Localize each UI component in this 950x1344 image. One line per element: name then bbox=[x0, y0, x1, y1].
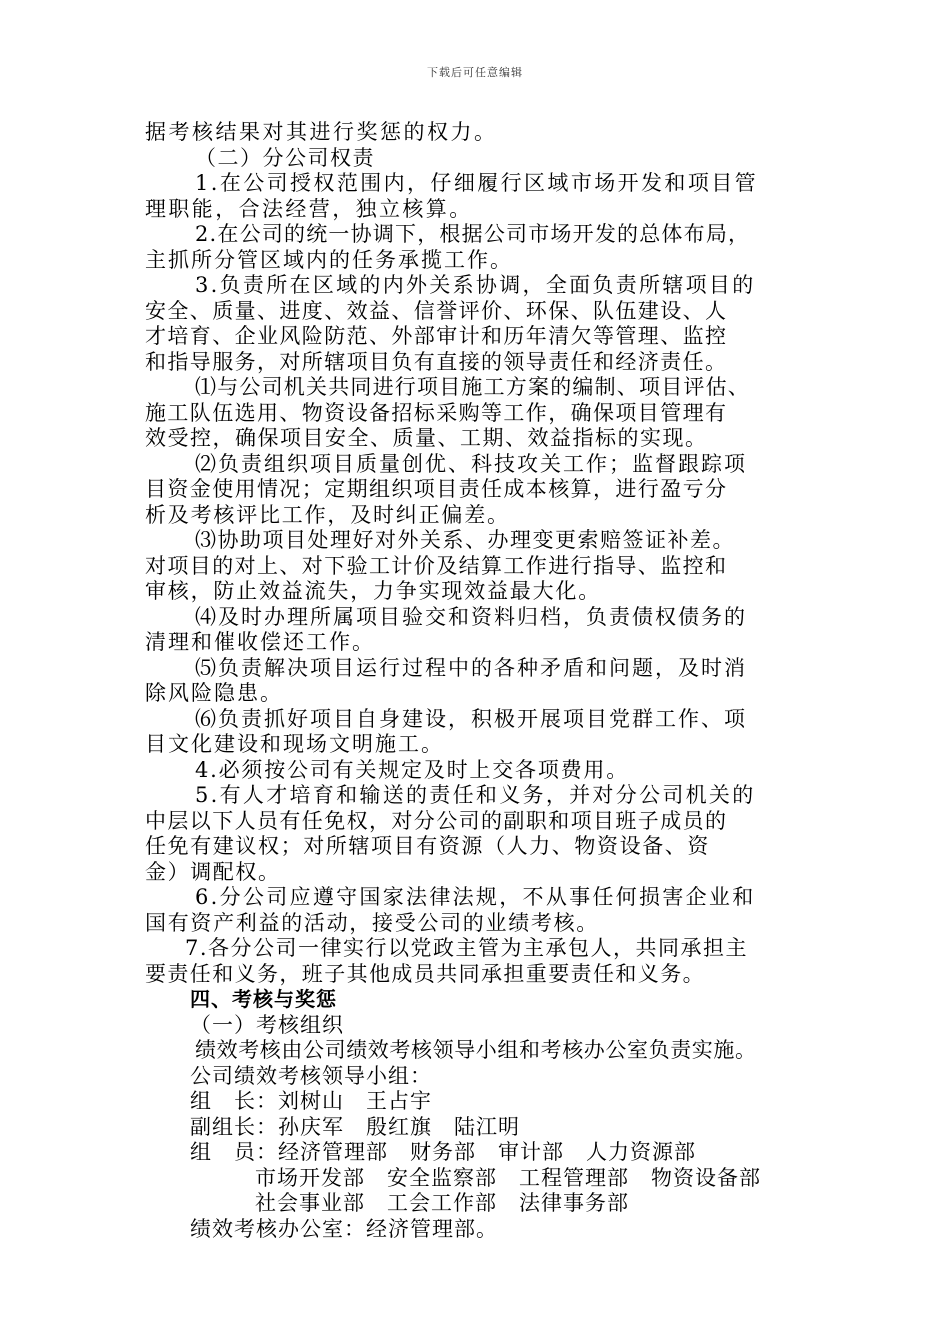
text-line: 清理和催收偿还工作。 bbox=[145, 630, 375, 654]
text-line: 社会事业部 工会工作部 法律事务部 bbox=[255, 1191, 629, 1215]
text-line: 对项目的对上、对下验工计价及结算工作进行指导、监控和 bbox=[145, 553, 728, 578]
text-line: （二）分公司权责 bbox=[195, 145, 375, 170]
text-line: 1.在公司授权范围内，仔细履行区域市场开发和项目管 bbox=[195, 171, 759, 195]
text-line: 析及考核评比工作，及时纠正偏差。 bbox=[145, 502, 510, 527]
text-line: 2.在公司的统一协调下，根据公司市场开发的总体布局， bbox=[195, 222, 751, 246]
text-line: ⑶协助项目处理好对外关系、办理变更索赔签证补差。 bbox=[195, 528, 735, 552]
text-line: 目资金使用情况；定期组织项目责任成本核算，进行盈亏分 bbox=[145, 477, 728, 501]
text-line: 理职能，合法经营，独立核算。 bbox=[145, 196, 473, 221]
text-line: 公司绩效考核领导小组： bbox=[190, 1063, 432, 1088]
text-line: 3.负责所在区域的内外关系协调，全面负责所辖项目的 bbox=[195, 273, 756, 297]
text-line: ⑷及时办理所属项目验交和资料归档，负责债权债务的 bbox=[195, 604, 747, 629]
text-line: 组 长：刘树山 王占宇 bbox=[190, 1089, 432, 1113]
text-line: 国有资产利益的活动，接受公司的业绩考核。 bbox=[145, 910, 599, 935]
text-line: ⑹负责抓好项目自身建设，积极开展项目党群工作、项 bbox=[195, 706, 747, 731]
text-line: 市场开发部 安全监察部 工程管理部 物资设备部 bbox=[255, 1165, 761, 1190]
text-line: 除风险隐患。 bbox=[145, 681, 283, 705]
text-line: 审核，防止效益流失，力争实现效益最大化。 bbox=[145, 579, 601, 603]
text-line: 6.分公司应遵守国家法律法规，不从事任何损害企业和 bbox=[195, 885, 756, 909]
text-line: ⑸负责解决项目运行过程中的各种矛盾和问题，及时消 bbox=[195, 655, 747, 680]
header-note: 下载后可任意编辑 bbox=[427, 66, 523, 79]
text-line: 副组长：孙庆军 殷红旗 陆江明 bbox=[190, 1114, 520, 1139]
text-line: 安全、质量、进度、效益、信誉评价、环保、队伍建设、人 bbox=[145, 298, 728, 323]
text-line: 绩效考核办公室：经济管理部。 bbox=[190, 1216, 498, 1241]
text-line: 组 员：经济管理部 财务部 审计部 人力资源部 bbox=[190, 1140, 696, 1164]
text-line: 中层以下人员有任免权，对分公司的副职和项目班子成员的 bbox=[145, 808, 728, 833]
text-line: 和指导服务，对所辖项目负有直接的领导责任和经济责任。 bbox=[145, 349, 728, 374]
text-line: 据考核结果对其进行奖惩的权力。 bbox=[145, 120, 498, 144]
text-line: 任免有建议权；对所辖项目有资源（人力、物资设备、资 bbox=[145, 834, 710, 858]
text-line: 绩效考核由公司绩效考核领导小组和考核办公室负责实施。 bbox=[195, 1038, 757, 1062]
text-line: 效受控，确保项目安全、质量、工期、效益指标的实现。 bbox=[145, 426, 708, 450]
text-line: 才培育、企业风险防范、外部审计和历年清欠等管理、监控 bbox=[145, 324, 728, 348]
text-line: 要责任和义务，班子其他成员共同承担重要责任和义务。 bbox=[145, 961, 705, 986]
text-line: 主抓所分管区域内的任务承揽工作。 bbox=[145, 247, 513, 272]
section-heading: 四、考核与奖惩 bbox=[190, 987, 337, 1011]
text-line: （一）考核组织 bbox=[190, 1012, 344, 1037]
text-line: 施工队伍选用、物资设备招标采购等工作，确保项目管理有 bbox=[145, 400, 728, 425]
document-body bbox=[145, 120, 810, 1242]
text-line: 金）调配权。 bbox=[145, 859, 281, 884]
text-line: 7.各分公司一律实行以党政主管为主承包人，共同承担主 bbox=[185, 936, 749, 960]
text-line: 5.有人才培育和输送的责任和义务，并对分公司机关的 bbox=[195, 783, 756, 807]
text-line: ⑵负责组织项目质量创优、科技攻关工作；监督跟踪项 bbox=[195, 451, 747, 476]
text-line: 目文化建设和现场文明施工。 bbox=[145, 732, 444, 756]
text-line: 4.必须按公司有关规定及时上交各项费用。 bbox=[195, 757, 630, 782]
text-line: ⑴与公司机关共同进行项目施工方案的编制、项目评估、 bbox=[195, 375, 750, 399]
